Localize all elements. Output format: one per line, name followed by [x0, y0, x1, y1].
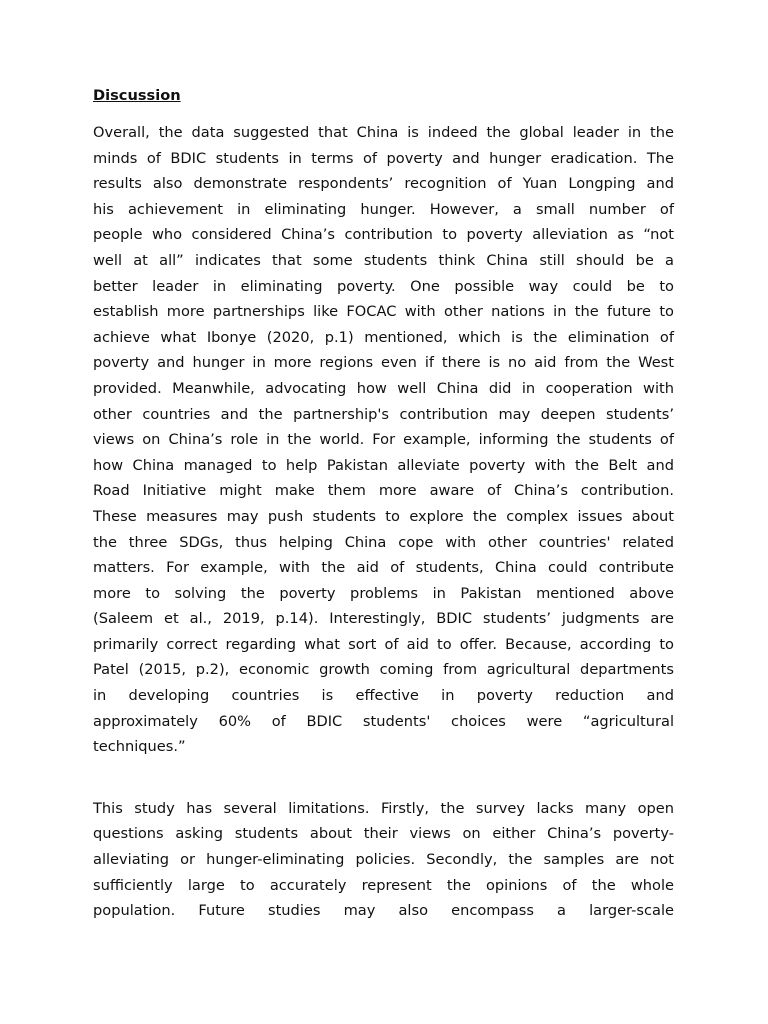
text-line: more to solving the poverty problems in Pakistan mentioned above	[93, 584, 674, 602]
text-line: population. Future studies may also encompass a larger-scale	[93, 902, 674, 920]
text-line: (Saleem et al., 2019, p.14). Interestingly, BDIC students’ judgments are	[93, 610, 674, 628]
text-line: establish more partnerships like FOCAC with other nations in the future to	[93, 303, 674, 321]
text-line: alleviating or hunger-eliminating policies. Secondly, the samples are not	[93, 851, 674, 869]
text-line: minds of BDIC students in terms of poverty and hunger eradication. The	[93, 149, 674, 167]
text-line: other countries and the partnership's contribution may deepen students’	[93, 405, 674, 423]
text-line: questions asking students about their views on either China’s poverty-	[93, 825, 674, 843]
text-line: sufficiently large to accurately represent the opinions of the whole	[93, 876, 674, 894]
text-line: in developing countries is effective in poverty reduction and	[93, 687, 674, 705]
text-line: better leader in eliminating poverty. One possible way could be to	[93, 277, 674, 295]
text-line: how China managed to help Pakistan alleviate poverty with the Belt and	[93, 456, 674, 474]
text-line: views on China’s role in the world. For example, informing the students of	[93, 431, 674, 449]
text-line: his achievement in eliminating hunger. However, a small number of	[93, 200, 674, 218]
text-line: achieve what Ibonye (2020, p.1) mentioned, which is the elimination of	[93, 328, 674, 346]
text-line: poverty and hunger in more regions even if there is no aid from the West	[93, 354, 674, 372]
text-line: Patel (2015, p.2), economic growth coming from agricultural departments	[93, 661, 674, 679]
text-line: matters. For example, with the aid of students, China could contribute	[93, 559, 674, 577]
text-line: techniques.”	[93, 738, 186, 756]
text-line: These measures may push students to explore the complex issues about	[93, 507, 674, 525]
text-line: This study has several limitations. Firstly, the survey lacks many open	[93, 799, 674, 817]
discussion-paragraph	[93, 120, 674, 760]
text-line: people who considered China’s contribution to poverty alleviation as “not	[93, 226, 674, 244]
text-line: approximately 60% of BDIC students' choices were “agricultural	[93, 712, 674, 730]
text-line: Overall, the data suggested that China is indeed the global leader in the	[93, 124, 674, 141]
section-heading: Discussion	[93, 87, 181, 104]
text-line: provided. Meanwhile, advocating how well China did in cooperation with	[93, 379, 674, 397]
limitations-paragraph	[93, 796, 674, 924]
text-line: well at all” indicates that some students think China still should be a	[93, 251, 674, 269]
document-page	[93, 86, 674, 924]
text-line: primarily correct regarding what sort of aid to offer. Because, according to	[93, 635, 674, 653]
text-line: results also demonstrate respondents’ recognition of Yuan Longping and	[93, 175, 674, 193]
text-line: the three SDGs, thus helping China cope with other countries' related	[93, 533, 674, 551]
text-line: Road Initiative might make them more aware of China’s contribution.	[93, 482, 674, 500]
